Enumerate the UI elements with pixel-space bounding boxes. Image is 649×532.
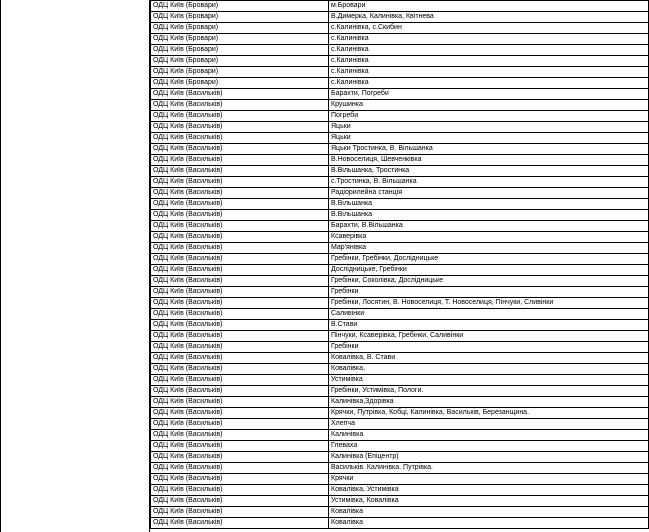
table-row [151,452,649,463]
dispatch-center-cell[interactable]: ОДЦ Київ (Васильків) [151,221,329,232]
dispatch-center-cell[interactable]: ОДЦ Київ (Васильків) [151,386,329,397]
table-row [151,122,649,133]
locality-cell[interactable]: В.Новоселиця, Шевченківка [329,155,649,166]
dispatch-center-cell[interactable]: ОДЦ Київ (Васильків) [151,100,329,111]
dispatch-center-cell[interactable]: ОДЦ Київ (Васильків) [151,375,329,386]
locality-cell[interactable]: Ковалівка, В. Стави [329,353,649,364]
table-row [151,100,649,111]
table-row [151,518,649,529]
table-row [151,474,649,485]
table-row [151,78,649,89]
locality-cell[interactable]: Устимівка [329,375,649,386]
table-row [151,276,649,287]
dispatch-center-cell[interactable]: ОДЦ Київ (Васильків) [151,364,329,375]
dispatch-center-cell[interactable]: ОДЦ Київ (Бровари) [151,12,329,23]
table-row [151,320,649,331]
dispatch-center-cell[interactable]: ОДЦ Київ (Васильків) [151,254,329,265]
dispatch-center-cell[interactable]: ОДЦ Київ (Васильків) [151,430,329,441]
locality-cell[interactable]: Ксаверівка [329,232,649,243]
locality-cell[interactable]: Барахти, Погреби [329,89,649,100]
dispatch-center-cell[interactable]: ОДЦ Київ (Васильків) [151,463,329,474]
locality-cell[interactable]: Калинівка (Епіцентр) [329,452,649,463]
table-row [151,507,649,518]
empty-left-column [0,0,150,532]
table-row [151,408,649,419]
dispatch-center-cell[interactable]: ОДЦ Київ (Васильків) [151,210,329,221]
locality-cell[interactable]: Гребінки, Соколівка, Дослідницьке [329,276,649,287]
dispatch-center-cell[interactable]: ОДЦ Київ (Бровари) [151,1,329,12]
table-row [151,177,649,188]
locality-cell[interactable]: с.Калинівка [329,67,649,78]
locality-cell[interactable]: Крячки, Путрівка, Кобці, Калинівка, Васильків, Березанщина. [329,408,649,419]
locality-cell[interactable]: Мар'янівка [329,243,649,254]
table-row [151,210,649,221]
locality-cell[interactable]: Ковалівка, Устимівка [329,485,649,496]
locality-cell[interactable]: Погреби [329,111,649,122]
dispatch-center-cell[interactable]: ОДЦ Київ (Васильків) [151,232,329,243]
dispatch-center-cell[interactable]: ОДЦ Київ (Васильків) [151,518,329,529]
dispatch-center-cell[interactable]: ОДЦ Київ (Васильків) [151,408,329,419]
dispatch-center-cell[interactable]: ОДЦ Київ (Васильків) [151,507,329,518]
dispatch-center-cell[interactable]: ОДЦ Київ (Бровари) [151,45,329,56]
dispatch-center-cell[interactable]: ОДЦ Київ (Васильків) [151,474,329,485]
locations-table [150,0,649,529]
table-row [151,188,649,199]
locality-cell[interactable]: м.Бровари [329,1,649,12]
table-row [151,353,649,364]
locality-cell[interactable]: Ковалівка [329,507,649,518]
dispatch-center-cell[interactable]: ОДЦ Київ (Васильків) [151,188,329,199]
locality-cell[interactable]: Гребінки [329,287,649,298]
table-row [151,155,649,166]
locality-cell[interactable]: Яцьки Тростинка, В. Вільшанка [329,144,649,155]
table-row [151,199,649,210]
locality-cell[interactable]: Дослідницьке, Гребінки [329,265,649,276]
table-row [151,111,649,122]
table-row [151,1,649,12]
table-row [151,133,649,144]
table-row [151,386,649,397]
dispatch-center-cell[interactable]: ОДЦ Київ (Бровари) [151,34,329,45]
table-row [151,364,649,375]
locations-table-body [151,1,649,529]
dispatch-center-cell[interactable]: ОДЦ Київ (Васильків) [151,177,329,188]
dispatch-center-cell[interactable]: ОДЦ Київ (Васильків) [151,111,329,122]
table-row [151,331,649,342]
dispatch-center-cell[interactable]: ОДЦ Київ (Васильків) [151,298,329,309]
locality-cell[interactable]: с.Калинівка [329,56,649,67]
table-row [151,298,649,309]
dispatch-center-cell[interactable]: ОДЦ Київ (Бровари) [151,78,329,89]
locality-cell[interactable]: с.Калинівка [329,78,649,89]
table-row [151,45,649,56]
table-row [151,287,649,298]
dispatch-center-cell[interactable]: ОДЦ Київ (Васильків) [151,320,329,331]
table-row [151,89,649,100]
locality-cell[interactable]: Ковалівка [329,518,649,529]
dispatch-center-cell[interactable]: ОДЦ Київ (Васильків) [151,485,329,496]
dispatch-center-cell[interactable]: ОДЦ Київ (Васильків) [151,496,329,507]
dispatch-center-cell[interactable]: ОДЦ Київ (Васильків) [151,309,329,320]
locality-cell[interactable]: Устимівка, Ковалівка [329,496,649,507]
locality-cell[interactable]: с.Калинівка [329,45,649,56]
table-row [151,67,649,78]
dispatch-center-cell[interactable]: ОДЦ Київ (Бровари) [151,23,329,34]
dispatch-center-cell[interactable]: ОДЦ Київ (Васильків) [151,276,329,287]
dispatch-center-cell[interactable]: ОДЦ Київ (Васильків) [151,331,329,342]
dispatch-center-cell[interactable]: ОДЦ Київ (Васильків) [151,122,329,133]
dispatch-center-cell[interactable]: ОДЦ Київ (Васильків) [151,419,329,430]
table-row [151,56,649,67]
table-row [151,254,649,265]
locality-cell[interactable]: В.Стави [329,320,649,331]
table-row [151,397,649,408]
dispatch-center-cell[interactable]: ОДЦ Київ (Васильків) [151,353,329,364]
dispatch-center-cell[interactable]: ОДЦ Київ (Васильків) [151,265,329,276]
dispatch-center-cell[interactable]: ОДЦ Київ (Васильків) [151,342,329,353]
locality-cell[interactable]: Гребінки, Устимівка, Пологи. [329,386,649,397]
locality-cell[interactable]: с.Калинівка, с.Скибин [329,23,649,34]
locality-cell[interactable]: Пінчуки, Ксаверівка, Гребінки, Саливінки [329,331,649,342]
table-row [151,419,649,430]
locality-cell[interactable]: Ковалівка, [329,364,649,375]
locality-cell[interactable]: Гребінки, Гребінки, Дослідницьке [329,254,649,265]
table-row [151,430,649,441]
table-row [151,232,649,243]
locality-cell[interactable]: Калинівка,Здорівка [329,397,649,408]
table-row [151,221,649,232]
locality-cell[interactable]: Глеваха [329,441,649,452]
dispatch-center-cell[interactable]: ОДЦ Київ (Васильків) [151,133,329,144]
locality-cell[interactable]: Яцьки [329,122,649,133]
table-row [151,23,649,34]
locality-cell[interactable]: с.Тростинка, В. Вільшанка [329,177,649,188]
dispatch-center-cell[interactable]: ОДЦ Київ (Васильків) [151,397,329,408]
table-row [151,265,649,276]
locality-cell[interactable]: Хлепча [329,419,649,430]
locality-cell[interactable]: В.Вільшанка [329,210,649,221]
locality-cell[interactable]: В.Вільшанка [329,199,649,210]
table-row [151,375,649,386]
table-row [151,34,649,45]
locality-cell[interactable]: В.Вільшанка, Тростинка [329,166,649,177]
table-row [151,309,649,320]
dispatch-center-cell[interactable]: ОДЦ Київ (Васильків) [151,155,329,166]
locality-cell[interactable]: Гребінки [329,342,649,353]
locality-cell[interactable]: Гребінки, Лосятин, В. Новоселиця, Т. Новоселиця, Пінчуки, Сливінки [329,298,649,309]
table-row [151,12,649,23]
locality-cell[interactable]: В.Димерка, Калинівка, Квітнева [329,12,649,23]
table-row [151,342,649,353]
table-row [151,243,649,254]
table-row [151,485,649,496]
table-row [151,441,649,452]
locality-cell[interactable]: Крячки [329,474,649,485]
table-row [151,463,649,474]
dispatch-center-cell[interactable]: ОДЦ Київ (Васильків) [151,452,329,463]
dispatch-center-cell[interactable]: ОДЦ Київ (Васильків) [151,441,329,452]
table-row [151,144,649,155]
table-row [151,166,649,177]
locality-cell[interactable]: Барахти, В.Вільшанка [329,221,649,232]
locality-cell[interactable]: Саливінки [329,309,649,320]
dispatch-center-cell[interactable]: ОДЦ Київ (Бровари) [151,67,329,78]
table-row [151,496,649,507]
dispatch-center-cell[interactable]: ОДЦ Київ (Васильків) [151,243,329,254]
locality-cell[interactable]: Радіорилейна станція [329,188,649,199]
dispatch-center-cell[interactable]: ОДЦ Київ (Васильків) [151,89,329,100]
locality-cell[interactable]: с.Калинівка [329,34,649,45]
dispatch-center-cell[interactable]: ОДЦ Київ (Васильків) [151,199,329,210]
locality-cell[interactable]: Яцьки [329,133,649,144]
dispatch-center-cell[interactable]: ОДЦ Київ (Васильків) [151,144,329,155]
dispatch-center-cell[interactable]: ОДЦ Київ (Васильків) [151,166,329,177]
locality-cell[interactable]: Васильків. Калинівка. Путрівка. [329,463,649,474]
locality-cell[interactable]: Калинівка [329,430,649,441]
dispatch-center-cell[interactable]: ОДЦ Київ (Васильків) [151,287,329,298]
dispatch-center-cell[interactable]: ОДЦ Київ (Бровари) [151,56,329,67]
locality-cell[interactable]: Крушинка [329,100,649,111]
